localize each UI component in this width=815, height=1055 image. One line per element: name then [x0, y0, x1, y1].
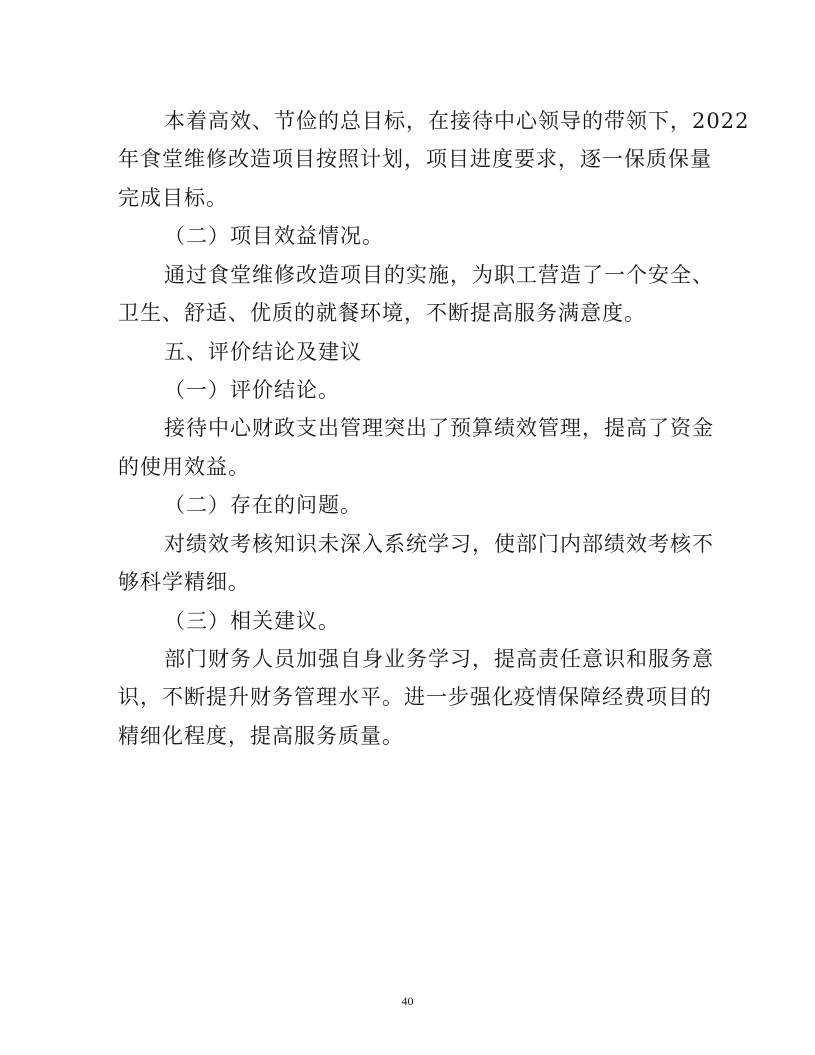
page-number: 40: [401, 994, 414, 1008]
paragraph-line: 卫生、舒适、优质的就餐环境，不断提高服务满意度。: [118, 301, 646, 325]
paragraph-line: 年食堂维修改造项目按照计划，项目进度要求，逐一保质保量: [118, 147, 712, 171]
paragraph-line: 的使用效益。: [118, 455, 250, 479]
section-heading: （一）评价结论。: [164, 378, 340, 402]
paragraph-line: 精细化程度，提高服务质量。: [118, 724, 404, 748]
paragraph-line: 部门财务人员加强自身业务学习，提高责任意识和服务意: [164, 647, 714, 671]
paragraph-line: 对绩效考核知识未深入系统学习，使部门内部绩效考核不: [164, 532, 714, 556]
paragraph-line: 本着高效、节俭的总目标，在接待中心领导的带领下，2022: [164, 109, 750, 133]
section-heading: 五、评价结论及建议: [164, 340, 362, 364]
paragraph-line: 完成目标。: [118, 186, 228, 210]
section-heading: （二）存在的问题。: [164, 493, 362, 517]
paragraph-line: 通过食堂维修改造项目的实施，为职工营造了一个安全、: [164, 263, 714, 287]
paragraph-line: 接待中心财政支出管理突出了预算绩效管理，提高了资金: [164, 416, 714, 440]
section-heading: （三）相关建议。: [164, 609, 340, 633]
section-heading: （二）项目效益情况。: [164, 224, 384, 248]
paragraph-line: 识，不断提升财务管理水平。进一步强化疫情保障经费项目的: [118, 685, 712, 709]
paragraph-line: 够科学精细。: [118, 570, 250, 594]
